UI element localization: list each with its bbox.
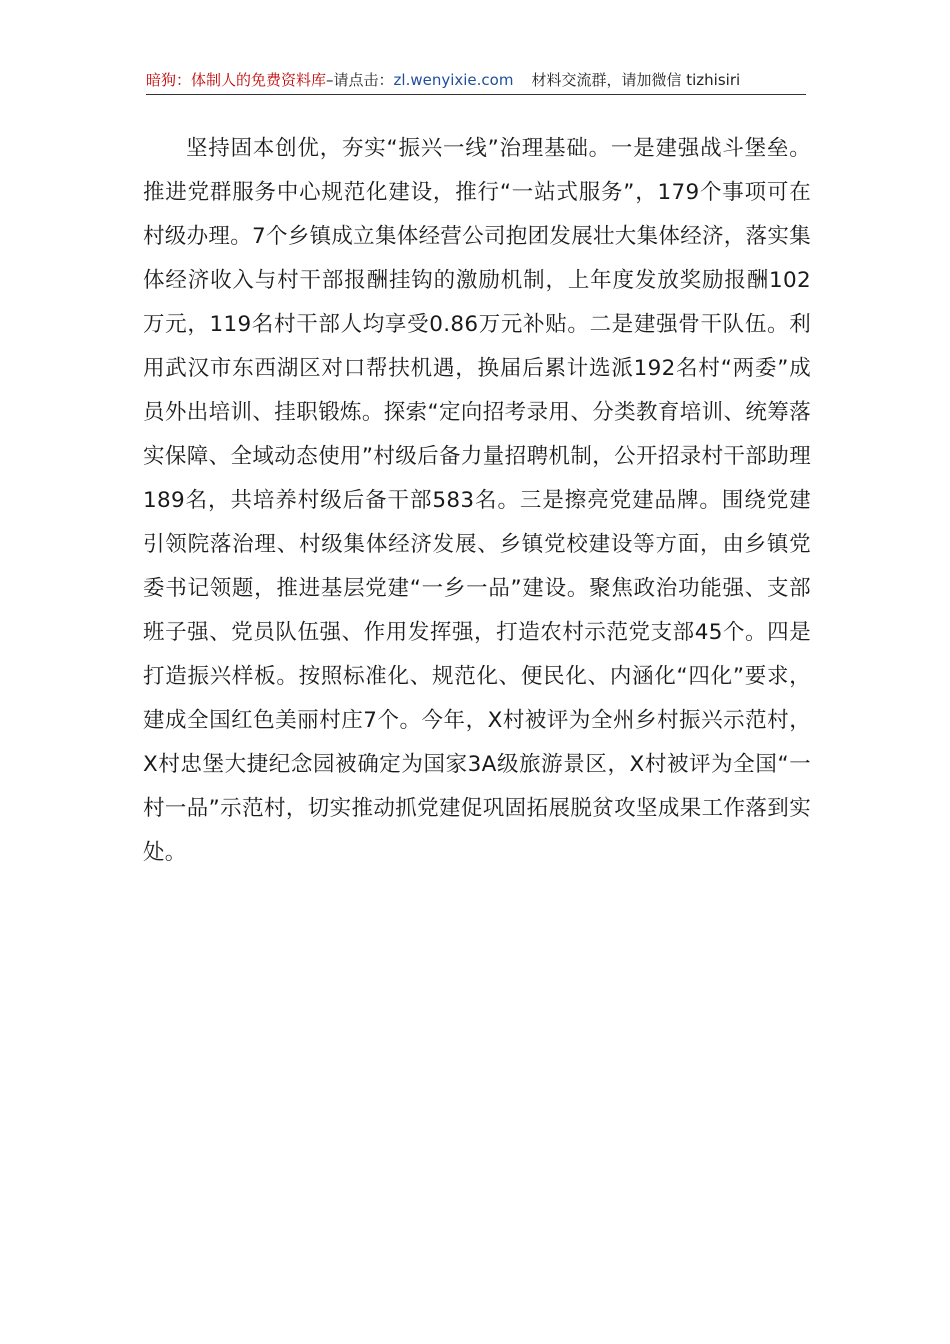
header-brand: 暗狗：体制人的免费资料库 bbox=[146, 71, 327, 89]
article-paragraph: 坚持固本创优，夯实“振兴一线”治理基础。一是建强战斗堡垒。推进党群服务中心规范化建设，推行“一站式服务”，179个事项可在村级办理。7个乡镇成立集体经营公司抱团发展壮大集体经济，落实集体经济收入与村干部报酬挂钩的激励机制，上年度发放奖励报酬102万元，119名村干部人均享受0.86万元补贴。二是建强骨干队伍。利用武汉市东西湖区对口帮扶机遇，换届后累计选派192名村“两委”成员外出培训、挂职锻炼。探索“定向招考录用、分类教育培训、统筹落实保障、全域动态使用”村级后备力量招聘机制，公开招录村干部助理189名，共培养村级后备干部583名。三是擦亮党建品牌。围绕党建引领院落治理、村级集体经济发展、乡镇党校建设等方面，由乡镇党委书记领题，推进基层党建“一乡一品”建设。聚焦政治功能强、支部班子强、党员队伍强、作用发挥强，打造农村示范党支部45个。四是打造振兴样板。按照标准化、规范化、便民化、内涵化“四化”要求，建成全国红色美丽村庄7个。今年，X村被评为全州乡村振兴示范村，X村忠堡大捷纪念园被确定为国家3A级旅游景区，X村被评为全国“一村一品”示范村，切实推动抓党建促巩固拓展脱贫攻坚成果工作落到实处。 bbox=[143, 136, 811, 865]
page-header bbox=[146, 66, 806, 95]
header-prompt: –请点击： bbox=[326, 71, 394, 89]
header-link[interactable]: zl.wenyixie.com bbox=[393, 71, 514, 89]
header-contact: 材料交流群，请加微信 tizhisiri bbox=[531, 71, 741, 89]
